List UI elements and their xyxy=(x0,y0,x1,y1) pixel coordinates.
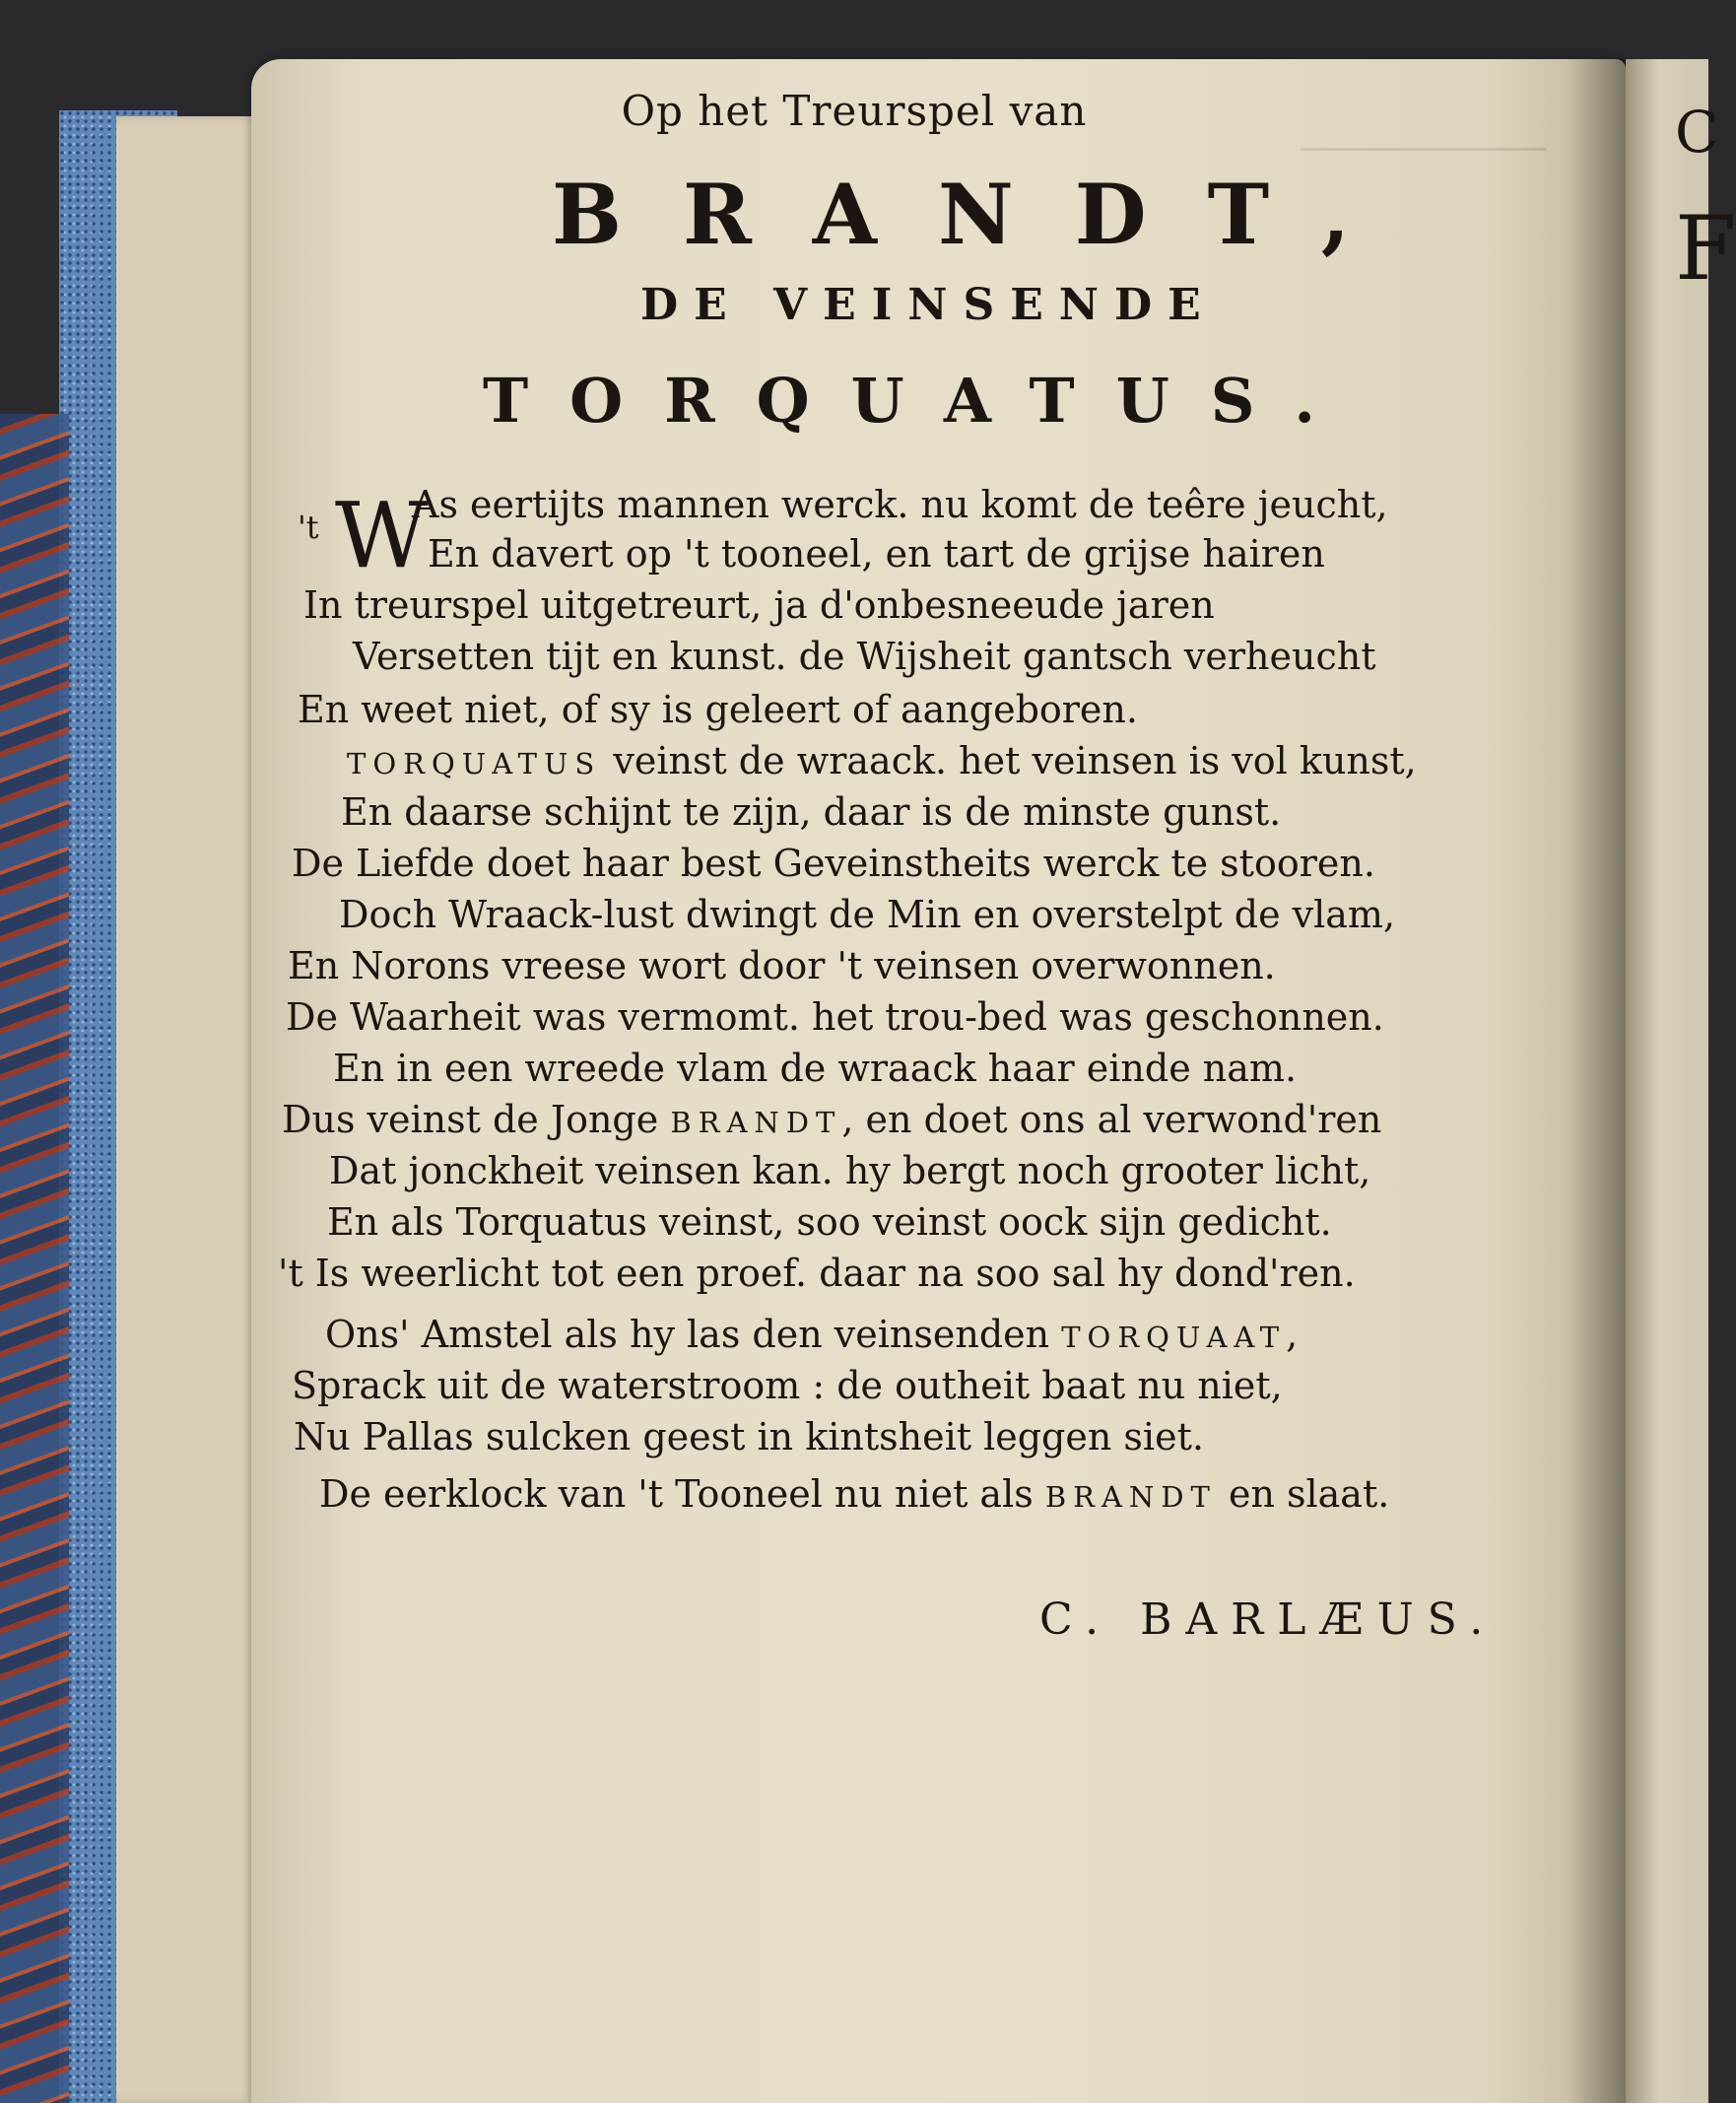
poem-line-5: En weet niet, of sy is geleert of aangeboren. xyxy=(298,688,1138,731)
small-caps-brandt-2: BRANDT xyxy=(1044,1480,1217,1514)
poem-line-6 xyxy=(347,739,1417,785)
poem-line-9: Doch Wraack-lust dwingt de Min en overstelpt de vlam, xyxy=(339,893,1396,936)
poem-line-14: Dat jonckheit veinsen kan. hy bergt noch grooter licht, xyxy=(329,1149,1371,1192)
title-veinsende: DE VEINSENDE xyxy=(640,280,1217,330)
poem-line-1: As eertijts mannen werck. nu komt de teêre jeucht, xyxy=(412,483,1388,526)
poem-line-17-c: , xyxy=(1286,1313,1299,1356)
title-line-1: Op het Treurspel van xyxy=(621,87,1088,135)
poem-line-13-c: , en doet ons al verwond'ren xyxy=(841,1098,1382,1141)
poem-line-13-a: Dus veinst de Jonge xyxy=(282,1098,671,1141)
poem-line-17 xyxy=(325,1313,1298,1359)
drop-cap: W xyxy=(335,483,429,588)
poem-line-2: En davert op 't tooneel, en tart de grijse hairen xyxy=(428,532,1325,576)
poem-line-7: En daarse schijnt te zijn, daar is de minste gunst. xyxy=(341,790,1282,834)
poem-line-20-c: en slaat. xyxy=(1216,1472,1390,1516)
poem-line-18: Sprack uit de waterstroom : de outheit baat nu niet, xyxy=(292,1364,1283,1407)
poem-line-17-a: Ons' Amstel als hy las den veinsenden xyxy=(325,1313,1062,1356)
small-caps-torquatus: TORQUATUS xyxy=(347,747,602,780)
poem-line-15: En als Torquatus veinst, soo veinst oock sijn gedicht. xyxy=(327,1200,1332,1244)
poem-line-4: Versetten tijt en kunst. de Wijsheit gantsch verheucht xyxy=(353,635,1376,678)
small-caps-torquaat: TORQUAAT xyxy=(1061,1321,1287,1354)
poem-line-10: En Norons vreese wort door 't veinsen overwonnen. xyxy=(288,944,1276,987)
title-torquatus: TORQUATUS. xyxy=(483,365,1357,437)
title-brandt: BRANDT, xyxy=(552,166,1412,263)
facing-page-glyph-2: F xyxy=(1675,197,1736,301)
poem-line-11: De Waarheit was vermomt. het trou-bed was geschonnen. xyxy=(286,995,1384,1039)
poem-line-13 xyxy=(282,1098,1381,1144)
poem-line-12: En in een wreede vlam de wraack haar einde nam. xyxy=(333,1047,1298,1090)
poem-prefix: 't xyxy=(298,509,319,546)
poem-line-20 xyxy=(319,1472,1389,1519)
poem-line-8: De Liefde doet haar best Geveinstheits werck te stooren. xyxy=(292,842,1375,885)
poem-line-6-rest: veinst de wraack. het veinsen is vol kunst, xyxy=(601,739,1417,782)
author-signature: C. BARLÆUS. xyxy=(1039,1594,1498,1645)
poem-line-19: Nu Pallas sulcken geest in kintsheit leggen siet. xyxy=(294,1415,1204,1459)
poem-line-20-a: De eerklock van 't Tooneel nu niet als xyxy=(319,1472,1045,1516)
small-caps-brandt: BRANDT xyxy=(670,1106,842,1139)
poem-line-3: In treurspel uitgetreurt, ja d'onbesneeude jaren xyxy=(303,583,1215,627)
facing-page-glyph-1: C xyxy=(1675,99,1719,166)
poem-line-16: 't Is weerlicht tot een proef. daar na soo sal hy dond'ren. xyxy=(278,1252,1356,1295)
